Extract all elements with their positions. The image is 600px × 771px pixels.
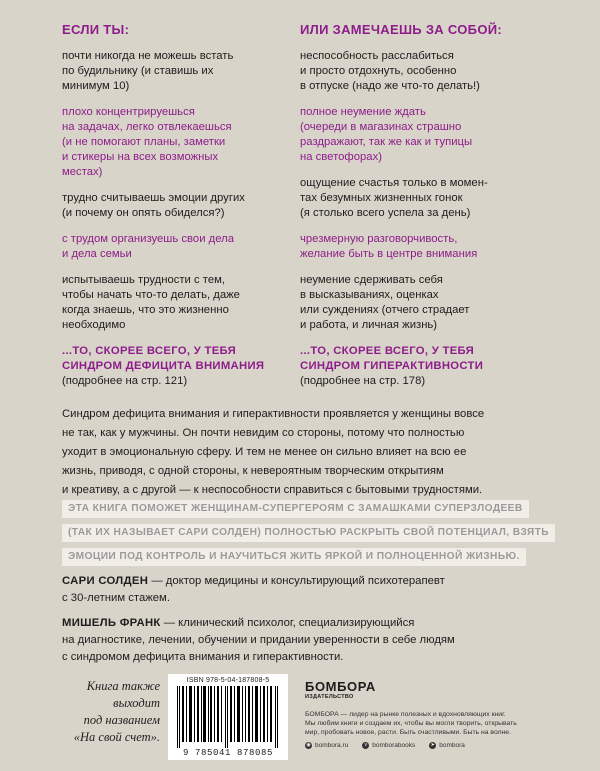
left-item-2: плохо концентрируешься на задачах, легко отвлекаешься (и не помогают планы, заметки и стикеры на всех возможных местах) bbox=[62, 106, 232, 178]
right-item-2: полное неумение ждать (очереди в магазинах страшно раздражают, так же как и тупицы на светофорах) bbox=[300, 106, 473, 163]
promo-block bbox=[62, 498, 567, 570]
left-item-4: с трудом организуешь свои дела и дела семьи bbox=[62, 233, 235, 260]
author-1-bio: — доктор медицины и консультирующий психотерапевт с 30-летним стажем. bbox=[62, 575, 445, 604]
right-item-4: чрезмерную разговорчивость, желание быть в центре внимания bbox=[300, 233, 478, 260]
right-item-5: неумение сдерживать себя в высказываниях, оценках или суждениях (отчего страдает и работа, и личная жизнь) bbox=[300, 274, 470, 331]
publisher-subtitle: ИЗДАТЕЛЬСТВО bbox=[305, 694, 354, 700]
social-telegram[interactable] bbox=[429, 742, 465, 749]
barcode-icon bbox=[175, 686, 281, 748]
social-web-label: bombora.ru bbox=[315, 742, 349, 749]
telegram-icon: ➤ bbox=[430, 742, 435, 748]
left-item-3: трудно считываешь эмоции других (и почему он опять обиделся?) bbox=[62, 192, 245, 219]
left-column bbox=[62, 22, 294, 389]
right-column bbox=[300, 22, 532, 389]
social-telegram-label: bombora bbox=[439, 742, 465, 749]
right-item-3: ощущение счастья только в момен- тах безумных жизненных гонок (я столько всего успела за день) bbox=[300, 177, 488, 219]
promo-line-3: ЭМОЦИИ ПОД КОНТРОЛЬ И НАУЧИТЬСЯ ЖИТЬ ЯРКОЙ И ПОЛНОЦЕННОЙ ЖИЗНЬЮ. bbox=[62, 548, 526, 566]
barcode-number: 9 785041 878085 bbox=[182, 748, 273, 758]
social-vk-label: bomborabooks bbox=[372, 742, 416, 749]
web-icon: ◉ bbox=[306, 742, 311, 748]
isbn-label: ISBN 978-5-04-187808-5 bbox=[186, 677, 270, 684]
barcode-block bbox=[168, 674, 288, 760]
right-page-ref: (подробнее на стр. 178) bbox=[300, 375, 426, 387]
right-heading: ИЛИ ЗАМЕЧАЕШЬ ЗА СОБОЙ: bbox=[300, 22, 503, 37]
publisher-logo: БОМБОРА bbox=[305, 679, 376, 694]
author-1-name: САРИ СОЛДЕН bbox=[62, 575, 149, 587]
vk-icon: v bbox=[362, 742, 369, 749]
promo-line-1: ЭТА КНИГА ПОМОЖЕТ ЖЕНЩИНАМ-СУПЕРГЕРОЯМ С ЗАМАШКАМИ СУПЕРЗЛОДЕЕВ bbox=[62, 500, 529, 518]
author-1 bbox=[62, 573, 542, 607]
left-item-1: почти никогда не можешь встать по будильнику (и ставишь их минимум 10) bbox=[62, 50, 234, 92]
social-web[interactable] bbox=[305, 742, 348, 749]
publisher-block bbox=[305, 680, 565, 749]
publisher-socials bbox=[305, 742, 565, 749]
right-item-1: неспособность расслабиться и просто отдохнуть, особенно в отпуске (надо же что-то делать!) bbox=[300, 50, 480, 92]
left-conclusion: ...ТО, СКОРЕЕ ВСЕГО, У ТЕБЯ СИНДРОМ ДЕФИЦИТА ВНИМАНИЯ bbox=[62, 345, 265, 372]
intro-paragraph: Синдром дефицита внимания и гиперактивности проявляется у женщины вовсе не так, как у мужчины. Он почти невидим со стороны, потому что полностью уходит в эмоциональную сферу. И тем не менее он сильно влияет на всю ее жизнь, приводя, с одной стороны, к невероятным творческим открытиям и креативу, а с другой — к неспособности справиться с бытовыми трудностями. bbox=[62, 408, 485, 496]
publisher-description: БОМБОРА — лидер на рынке полезных и вдохновляющих книг. Мы любим книги и создаем их, чтобы вы могли творить, открывать мир, пробовать новое, расти. Быть счастливыми. Быть на волне. bbox=[305, 711, 517, 736]
promo-line-2: (ТАК ИХ НАЗЫВАЕТ САРИ СОЛДЕН) ПОЛНОСТЬЮ РАСКРЫТЬ СВОЙ ПОТЕНЦИАЛ, ВЗЯТЬ bbox=[62, 524, 555, 542]
social-vk[interactable] bbox=[362, 742, 415, 749]
author-2 bbox=[62, 615, 542, 666]
left-heading: ЕСЛИ ТЫ: bbox=[62, 22, 130, 37]
author-2-name: МИШЕЛЬ ФРАНК bbox=[62, 617, 161, 629]
alternate-title-note: Книга также выходит под названием «На свой счет». bbox=[73, 679, 160, 744]
right-conclusion: ...ТО, СКОРЕЕ ВСЕГО, У ТЕБЯ СИНДРОМ ГИПЕРАКТИВНОСТИ bbox=[300, 345, 484, 372]
left-page-ref: (подробнее на стр. 121) bbox=[62, 375, 188, 387]
author-2-bio: — клинический психолог, специализирующийся на диагностике, лечении, обучении и придании уверенности в себе людям с синдромом дефицита внимания и гиперактивности. bbox=[62, 617, 455, 663]
left-item-5: испытываешь трудности с тем, чтобы начать что-то делать, даже когда знаешь, что это жизненно необходимо bbox=[62, 274, 240, 331]
